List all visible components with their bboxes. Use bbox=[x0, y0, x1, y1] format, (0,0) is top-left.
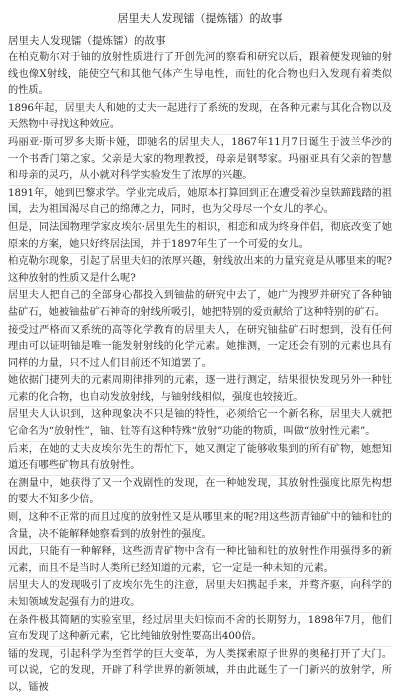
paragraph-8: 接受过严格而又系统的高等化学教育的居里夫人，在研究铀盐矿石时想到，没有任何理由可以证明铀是唯一能发射射线的化学元素。她推测，一定还会有别的元素也具有同样的力量，只不过人们目前还不知道罢了。 bbox=[8, 324, 392, 369]
article-heading: 居里夫人发现镭（提炼镭）的故事 bbox=[8, 35, 166, 47]
paragraph-10: 居里夫人认识到，这种现象决不只是铀的特性，必须给它一个新名称，居里夫人就把它命名为“放射性”，铀、钍等有这种特殊“放射”功能的物质，叫做“放射性元素”。 bbox=[8, 409, 392, 438]
paragraph-15: 居里夫人的发现吸引了皮埃尔先生的注意，居里夫妇携起手来，并骛齐驱，向科学的未知领域发起强有力的进攻。 bbox=[8, 580, 392, 608]
paragraph-3: 玛丽亚·斯可罗多夫斯卡娅，即驰名的居里夫人，1867年11月7日诞生于波兰华沙的一个书香门第之家。父亲是大家的物理教授，母亲是钢琴家。玛丽亚具有父亲的智慧和母亲的灵巧，从小就对科学实验发生了浓厚的兴趣。 bbox=[8, 136, 392, 182]
paragraph-16: 在条件极其简陋的实验室里，经过居里夫妇惊而不舍的长期努力，1898年7月，他们宣布发现了这种新元素，它比纯铀放射性要高出400倍。 bbox=[8, 614, 392, 643]
paragraph-17: 镭的发现，引起科学为至哲学的巨大变革，为人类探索原子世界的奥秘打开了大门。可以说，它的发现，开辟了科学世界的新领域，并由此诞生了一门新兴的放射学，所以，镭被 bbox=[8, 648, 392, 693]
paragraph-7: 居里夫人把自己的全部身心都投入到铀盐的研究中去了，她广为搜罗并研究了各种铀盐矿石，她被铀盐矿石神奇的射线所吸引，她把特别的爱贡献给了这种特别的矿石。 bbox=[8, 290, 392, 318]
paragraph-14: 因此，只能有一种解释，这些沥青矿物中含有一种比铀和钍的放射性作用强得多的新元素，而且不是当时人类所已经知道的元素，它一定是一种未知的元素。 bbox=[8, 546, 392, 574]
paragraph-11: 后来，在她的丈夫皮埃尔先生的帮忙下，她又测定了能够收集到的所有矿物，她想知道还有哪些矿物具有放射性。 bbox=[8, 443, 392, 472]
document-title: 居里夫人发现镭（提炼镭）的故事 bbox=[117, 12, 283, 25]
paragraph-2: 1896年起，居里夫人和她的丈夫一起进行了系统的发现，在各种元素与其化合物以及天然物中寻找这种效应。 bbox=[8, 102, 392, 131]
paragraph-13: 则，这种不正常的而且过度的放射性又是从哪里来的呢?用这些沥青铀矿中的铀和钍的含量，决不能解释她察看到的放射性的强度。 bbox=[8, 512, 392, 540]
paragraph-4: 1891年，她到巴黎求学。学业完成后，她原本打算回到正在遭受着沙皇铁蹄践踏的祖国，去为祖国渴尽自己的绵薄之力，同时，也为父母尽一个女儿的孝心。 bbox=[8, 187, 392, 216]
paragraph-5: 但是，同法国物理学家皮埃尔·居里先生的相识，相恋和成为终身伴侣，彻底改变了她原来的方案，她只好终居法国，并于1897年生了一个可爱的女儿。 bbox=[8, 221, 392, 250]
paragraph-6: 柏克勒尔现象，引起了居里夫妇的浓厚兴趣，射线放出来的力量究竟是从哪里来的呢?这种放射的性质又是什么呢? bbox=[8, 256, 392, 284]
paragraph-9: 她依据门捷列夫的元素周期律排列的元素，逐一进行测定，结果很快发现另外一种钍元素的化合物，也自动发放射线，与铀射线相似，强度也较接近。 bbox=[8, 375, 392, 403]
paragraph-12: 在测量中，她获得了又一个戏剧性的发现，在一种她发现，其放射性强度比原先构想的要大不知多少倍。 bbox=[8, 477, 392, 506]
paragraph-1: 在柏克勒尔对于铀的放射性质进行了开创先河的察看和研究以后，跟着便发现铀的射线也像X射线，能使空气和其他气体产生导电性，而钍的化合物也归入发现有着类似的性质。 bbox=[8, 52, 392, 97]
